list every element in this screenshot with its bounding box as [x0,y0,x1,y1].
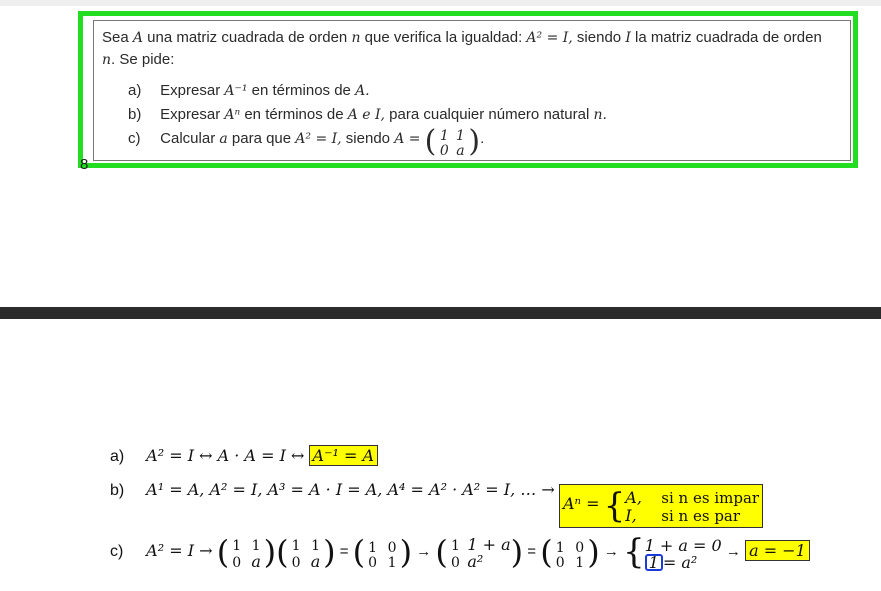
solution-a [110,446,378,466]
matrix-cell: 0 [291,555,301,571]
boxed-lhs: Aⁿ = [562,494,600,513]
matrix-cell: 1 [251,538,261,554]
solution-c: c) A² = I → ( 1 1 0 a )( 1 1 0 a ) = ( 1 0 0 1 ) → ( 1 1 + a 0 a² ) = ( 1 0 0 1 ) → { 1 + a = 0 1 = a² → a = −1 [110,532,810,572]
problem-statement-box [78,11,858,173]
item-text: para que [227,130,296,147]
case-value: I, [625,506,637,525]
item-text: Expresar [160,106,221,123]
case-condition: si n es par [661,507,741,525]
solution-label: c) [110,543,124,560]
matrix-cell: 1 [232,538,242,554]
line-number: 8 [80,156,89,173]
item-text: Expresar [160,82,221,99]
highlighted-answer: Aⁿ = { A, si n es impar I, si n es par [559,484,763,528]
matrix-cell: 1 [439,128,449,144]
matrix-A [436,129,468,159]
case-condition: si n es impar [661,489,760,507]
cases [625,489,759,525]
solution-label: a) [110,448,125,465]
matrix-cell: a [456,143,465,159]
item-math: A² = I, [295,131,342,147]
matrix-2 [289,539,323,571]
matrix-cell: 0 [368,555,378,571]
intro-math: A [132,30,143,46]
item-text: Calcular [160,130,216,147]
problem-inner-frame [93,20,851,161]
item-label: c) [128,130,141,147]
problem-item-b [128,103,607,127]
matrix-cell: 1 [555,540,565,556]
item-math: A. [355,83,370,99]
matrix-cell: 1 [575,555,585,571]
item-math: A e I, [347,107,386,123]
matrix-5 [553,541,587,571]
matrix-cell: 0 [450,555,460,571]
matrix-cell: 1 [291,538,301,554]
problem-item-c: c) Calcular a para que A² = I, siendo A = ( 1 1 0 a ). [128,124,485,159]
solution-label: b) [110,482,125,499]
equation-system [645,537,722,572]
problem-items [128,79,607,159]
intro-text: que verifica la igualdad: [360,29,527,46]
intro-text: una matriz cuadrada de orden [142,29,352,46]
case-value: A, [625,488,642,507]
highlighted-answer: A⁻¹ = A [309,445,379,466]
item-label: a) [128,82,142,99]
circled-value: 1 [645,554,663,571]
matrix-cell: 1 [450,538,460,554]
intro-text: Sea [102,29,133,46]
problem-item-a [128,79,607,103]
matrix-cell: 1 [311,538,321,554]
matrix-cell: 0 [232,555,242,571]
matrix-cell: 0 [387,540,397,556]
item-math: a [219,131,228,147]
item-text: en términos de [247,82,356,99]
item-text: para cualquier número natural [385,106,594,123]
problem-intro [102,27,862,71]
intro-text: siendo [572,29,626,46]
intro-math: A² = I, [526,30,573,46]
highlighted-answer: a = −1 [745,540,810,561]
matrix-cell: a² [467,552,484,571]
matrix-cell: a [310,552,321,571]
item-text: en términos de [240,106,348,123]
matrix-cell: 0 [575,540,585,556]
intro-text: . Se pide: [111,51,175,68]
item-math: Aⁿ [224,107,241,123]
matrix-cell: a [251,552,261,571]
matrix-cell: 1 + a [467,535,511,554]
item-math: n. [593,107,607,123]
item-math: A = [394,131,421,147]
matrix-cell: 0 [439,143,449,159]
top-strip [0,0,881,6]
system-eq-2: = a² [662,553,698,572]
intro-math: n [351,30,361,46]
intro-math: I [625,30,631,46]
intro-math: n [102,52,112,68]
item-math: A⁻¹ [224,83,248,99]
matrix-1 [229,539,263,571]
page-separator [0,307,881,319]
matrix-4 [448,537,511,571]
item-label: b) [128,106,142,123]
matrix-3 [365,541,399,571]
matrix-cell: 1 [368,540,378,556]
solution-expr: A¹ = A, A² = I, A³ = A · I = A, A⁴ = A² · A² = I, … → [146,480,555,499]
item-text: . [480,130,485,147]
intro-text: la matriz cuadrada de orden [630,29,822,46]
solution-expr: A² = I → [146,541,213,560]
matrix-cell: 1 [387,555,397,571]
solution-b [110,480,763,528]
system-eq-1: 1 + a = 0 [644,536,722,555]
matrix-cell: 0 [555,555,565,571]
matrix-cell: 1 [455,128,465,144]
item-text: siendo [341,130,395,147]
solution-expr: A² = I ↔ A · A = I ↔ [146,446,305,465]
